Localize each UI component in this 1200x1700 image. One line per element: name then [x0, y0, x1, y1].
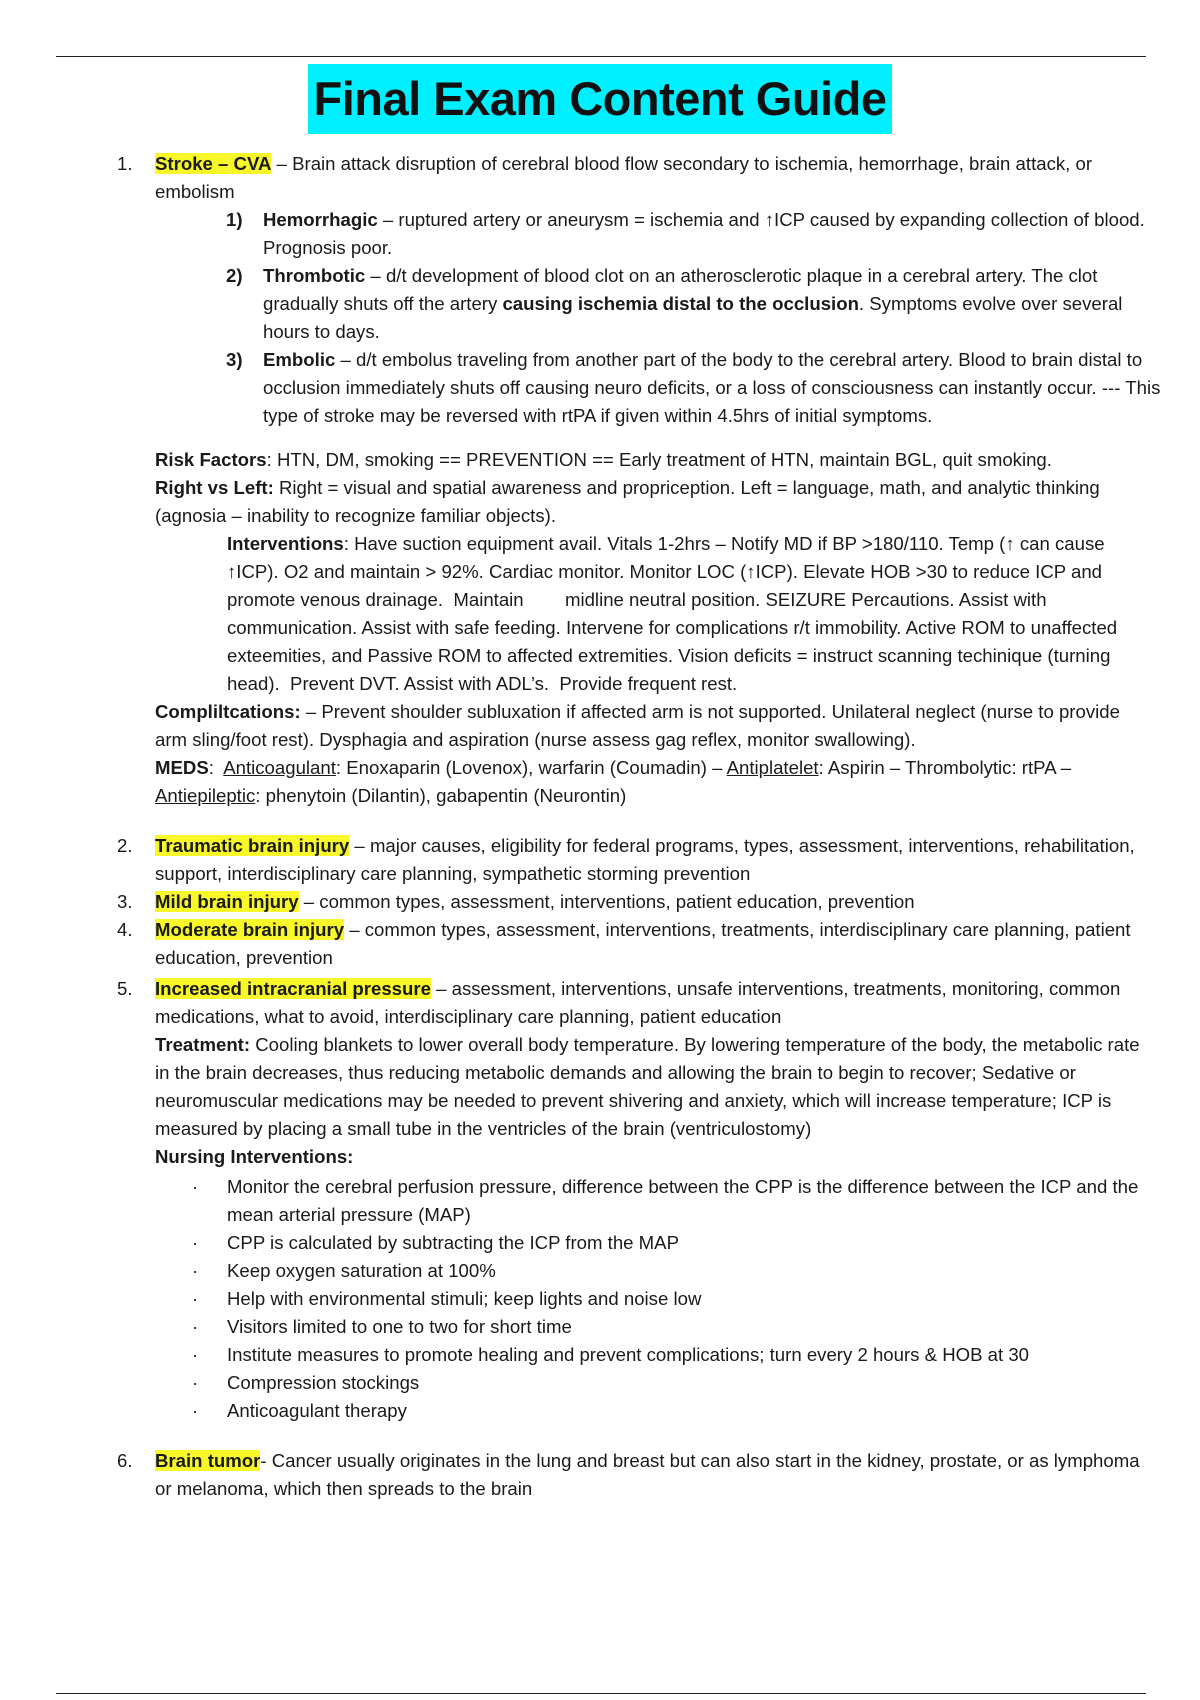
- sub-item-number: 1): [226, 209, 243, 230]
- meds-label: MEDS: [155, 757, 209, 778]
- anticoagulant-label: Anticoagulant: [223, 757, 336, 778]
- antiplatelet-text: : Aspirin – Thrombolytic: rtPA –: [818, 757, 1072, 778]
- sub-item-embolic: [0, 346, 1200, 430]
- nursing-interventions-heading: [0, 1143, 1200, 1171]
- bullet-icon: ·: [192, 1344, 199, 1365]
- meds-colon: :: [208, 757, 224, 778]
- item-heading: Mild brain injury: [155, 891, 299, 912]
- sub-item-heading: Embolic: [263, 349, 336, 370]
- bullet-text: Visitors limited to one to two for short time: [227, 1316, 572, 1337]
- item-number: 4.: [117, 919, 133, 940]
- item-text: – common types, assessment, interventions, patient education, prevention: [298, 891, 915, 912]
- bullet-icon: ·: [192, 1232, 199, 1253]
- interventions-label: Interventions: [227, 533, 344, 554]
- antiepileptic-text: : phenytoin (Dilantin), gabapentin (Neurontin): [255, 785, 627, 806]
- sub-item-text: – d/t development of blood clot on an atherosclerotic plaque in a cerebral artery. The clot gradually shuts off the artery: [263, 265, 1098, 314]
- list-item: [0, 1341, 1200, 1369]
- sub-item-hemorrhagic: [0, 206, 1200, 262]
- list-item-stroke: [0, 150, 1200, 206]
- risk-factors-text: : HTN, DM, smoking == PREVENTION == Early treatment of HTN, maintain BGL, quit smoking.: [266, 449, 1052, 470]
- bottom-rule: [56, 1693, 1146, 1694]
- list-item-brain-tumor: [0, 1447, 1200, 1503]
- antiplatelet-label: Antiplatelet: [726, 757, 819, 778]
- item-heading: Moderate brain injury: [155, 919, 345, 940]
- bullet-icon: ·: [192, 1288, 199, 1309]
- sub-item-heading: Thrombotic: [263, 265, 366, 286]
- bullet-text: Anticoagulant therapy: [227, 1400, 407, 1421]
- sub-item-text: – ruptured artery or aneurysm = ischemia and ↑ICP caused by expanding collection of blood. Prognosis poor.: [263, 209, 1145, 258]
- list-item: [0, 1229, 1200, 1257]
- item-number: 1.: [117, 153, 133, 174]
- list-item: [0, 1285, 1200, 1313]
- top-rule: [56, 56, 1146, 57]
- bullet-icon: ·: [192, 1400, 199, 1421]
- sub-item-text: – d/t embolus traveling from another part of the body to the cerebral artery. Blood to brain distal to occlusion immediately shuts off causing neuro deficits, or a loss of consciousness can instantly occur. --- This type of stroke may be reversed with rtPA if given within 4.5hrs of initial symptoms.: [263, 349, 1161, 426]
- item-number: 6.: [117, 1450, 133, 1471]
- item-text: – major causes, eligibility for federal programs, types, assessment, interventions, rehabilitation, support, interdisciplinary care planning, sympathetic storming prevention: [155, 835, 1135, 884]
- treatment-text: Cooling blankets to lower overall body temperature. By lowering temperature of the body, the metabolic rate in the brain decreases, thus reducing metabolic demands and allowing the brain to begin to recover; Sedative or neuromuscular medications may be needed to prevent shivering and anxiety, which will increase temperature; ICP is measured by placing a small tube in the ventricles of the brain (ventriculostomy): [155, 1034, 1140, 1139]
- item-heading: Brain tumor: [155, 1450, 261, 1471]
- risk-factors-label: Risk Factors: [155, 449, 267, 470]
- sub-item-thrombotic: [0, 262, 1200, 346]
- item-text: - Cancer usually originates in the lung and breast but can also start in the kidney, prostate, or as lymphoma or melanoma, which then spreads to the brain: [155, 1450, 1140, 1499]
- item-heading: Traumatic brain injury: [155, 835, 350, 856]
- document-body: [0, 150, 1200, 1503]
- item-number: 2.: [117, 835, 133, 856]
- bullet-icon: ·: [192, 1372, 199, 1393]
- list-item-tbi: [0, 832, 1200, 888]
- bullet-text: Help with environmental stimuli; keep lights and noise low: [227, 1288, 702, 1309]
- interventions: [0, 530, 1200, 698]
- item-text: – common types, assessment, interventions, treatments, interdisciplinary care planning, patient education, prevention: [155, 919, 1131, 968]
- list-item: [0, 1313, 1200, 1341]
- antiepileptic-label: Antiepileptic: [155, 785, 256, 806]
- list-item: [0, 1397, 1200, 1425]
- list-item: [0, 1369, 1200, 1397]
- list-item-moderate-brain-injury: [0, 916, 1200, 972]
- bullet-text: Keep oxygen saturation at 100%: [227, 1260, 496, 1281]
- right-vs-left-label: Right vs Left:: [155, 477, 274, 498]
- sub-item-heading: Hemorrhagic: [263, 209, 378, 230]
- title-wrap: [0, 64, 1200, 134]
- sub-item-bold-phrase: causing ischemia distal to the occlusion: [502, 293, 859, 314]
- sub-item-number: 3): [226, 349, 243, 370]
- page-title: Final Exam Content Guide: [308, 64, 893, 134]
- list-item: [0, 1173, 1200, 1229]
- meds: [0, 754, 1200, 810]
- list-item: [0, 1257, 1200, 1285]
- complications-label: Compliltcations:: [155, 701, 301, 722]
- item-heading: Stroke – CVA: [155, 153, 272, 174]
- item-heading: Increased intracranial pressure: [155, 978, 431, 999]
- bullet-text: CPP is calculated by subtracting the ICP from the MAP: [227, 1232, 679, 1253]
- anticoagulant-text: : Enoxaparin (Lovenox), warfarin (Coumadin) –: [335, 757, 727, 778]
- bullet-icon: ·: [192, 1316, 199, 1337]
- item-text: – Brain attack disruption of cerebral blood flow secondary to ischemia, hemorrhage, brain attack, or embolism: [155, 153, 1093, 202]
- list-item-icp: [0, 975, 1200, 1031]
- right-vs-left: [0, 474, 1200, 530]
- bullet-text: Compression stockings: [227, 1372, 420, 1393]
- icp-treatment: [0, 1031, 1200, 1143]
- treatment-label: Treatment:: [155, 1034, 251, 1055]
- item-text: – assessment, interventions, unsafe interventions, treatments, monitoring, common medications, what to avoid, interdisciplinary care planning, patient education: [155, 978, 1121, 1027]
- bullet-text: Monitor the cerebral perfusion pressure, difference between the CPP is the difference between the ICP and the mean arterial pressure (MAP): [227, 1176, 1139, 1225]
- interventions-text: : Have suction equipment avail. Vitals 1-2hrs – Notify MD if BP >180/110. Temp (↑ can cause ↑ICP). O2 and maintain > 92%. Cardiac monitor. Monitor LOC (↑ICP). Elevate HOB >30 to reduce ICP and promote venous drainage. Maintain midline neutral position. SEIZURE Percautions. Assist with communication. Assist with safe feeding. Intervene for complications r/t immobility. Active ROM to unaffected exteemities, and Passive ROM to affected extremities. Vision deficits = instruct scanning techinique (turning head). Prevent DVT. Assist with ADL’s. Provide frequent rest.: [227, 533, 1123, 694]
- complications: [0, 698, 1200, 754]
- nursing-interventions-label: Nursing Interventions:: [155, 1146, 354, 1167]
- list-item-mild-brain-injury: [0, 888, 1200, 916]
- bullet-text: Institute measures to promote healing and prevent complications; turn every 2 hours & HOB at 30: [227, 1344, 1030, 1365]
- item-number: 3.: [117, 891, 133, 912]
- bullet-icon: ·: [192, 1260, 199, 1281]
- sub-item-number: 2): [226, 265, 243, 286]
- bullet-icon: ·: [192, 1176, 199, 1197]
- right-vs-left-text: Right = visual and spatial awareness and propriception. Left = language, math, and analytic thinking (agnosia – inability to recognize familiar objects).: [155, 477, 1100, 526]
- item-number: 5.: [117, 978, 133, 999]
- risk-factors: [0, 446, 1200, 474]
- sub-item-text-end: . Symptoms evolve over several hours to days.: [263, 293, 1123, 342]
- complications-text: – Prevent shoulder subluxation if affected arm is not supported. Unilateral neglect (nurse to provide arm sling/foot rest). Dysphagia and aspiration (nurse assess gag reflex, monitor swallowing).: [155, 701, 1120, 750]
